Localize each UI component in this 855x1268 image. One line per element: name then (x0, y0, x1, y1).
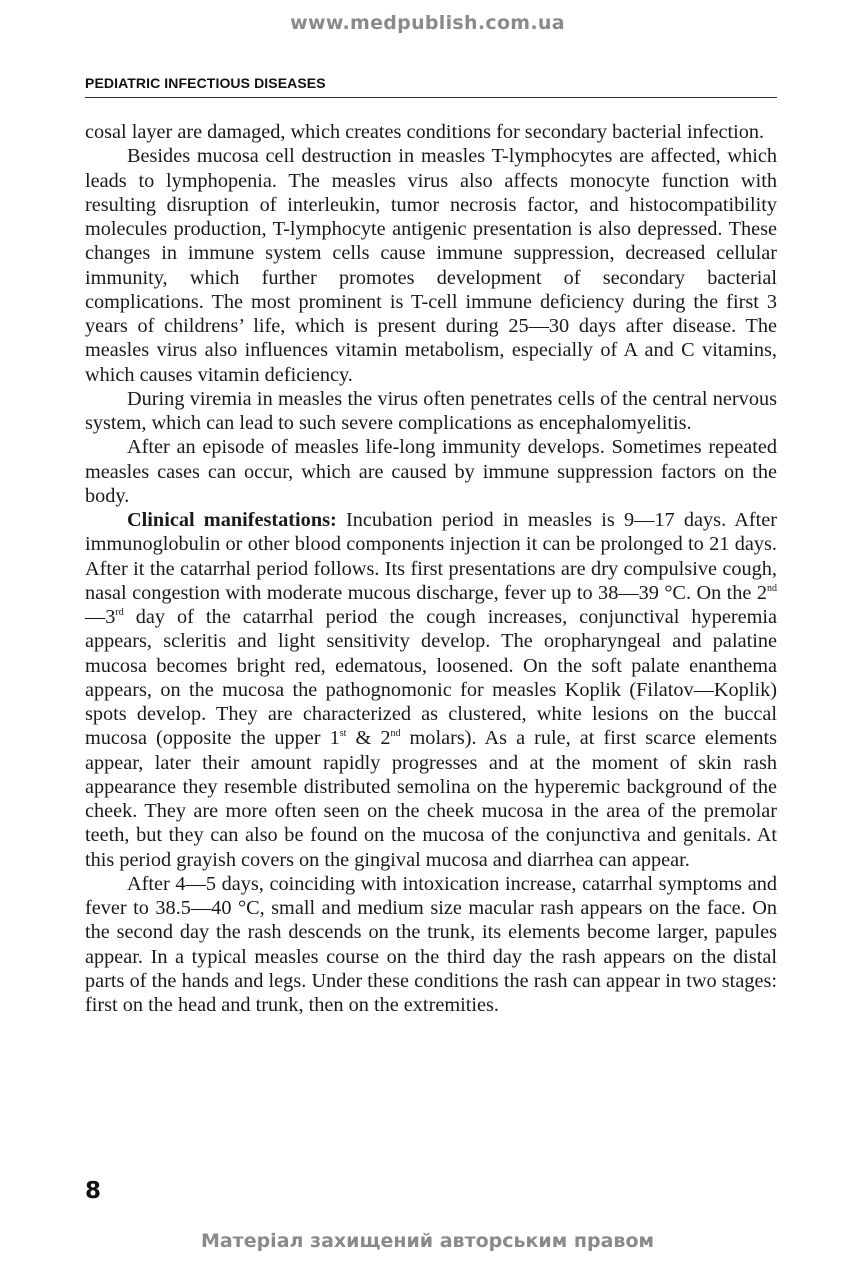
ordinal-suffix: rd (115, 607, 124, 618)
site-url[interactable]: www.medpublish.com.ua (290, 12, 565, 34)
paragraph-clinical-manifestations (85, 508, 777, 872)
clinical-text-2: —3 (85, 606, 116, 628)
clinical-text-3: day of the catarrhal period the cough increases, conjunctival hyperemia appears, scleritis and light sensitivity develop. The oropharyngeal and palatine mucosa becomes bright red, edematous, loosened. On the soft palate enanthema appears, on the mucosa the pathognomonic for measles Koplik (Filatov—Koplik) spots develop. They are characterized as clustered, white lesions on the buccal mucosa (opposite the upper 1 (85, 606, 777, 750)
page-body (85, 120, 777, 1017)
header-rule (85, 97, 777, 98)
clinical-manifestations-heading: Clinical manifestations: (127, 509, 337, 531)
paragraph-immunity: After an episode of measles life-long immunity develops. Sometimes repeated measles cases can occur, which are caused by immune suppression factors on the body. (85, 436, 777, 507)
clinical-text-4: & 2 (346, 727, 391, 750)
paragraph-continued: cosal layer are damaged, which creates conditions for secondary bacterial infection. (85, 121, 765, 143)
clinical-text-1: Incubation period in measles is 9—17 days. After immunoglobulin or other blood components injection it can be prolonged to 21 days. After it the catarrhal period follows. Its first presentations are dry compulsive cough, nasal congestion with moderate mucous discharge, fever up to 38—39 °C. On the 2 (85, 509, 778, 604)
running-head: PEDIATRIC INFECTIOUS DISEASES (85, 75, 326, 91)
ordinal-suffix: nd (390, 728, 401, 740)
clinical-text-5: molars). As a rule, at first scarce elements appear, later their amount rapidly progresses and at the moment of skin rash appearance they resemble distributed semolina on the hyperemic background of the cheek. They are more often seen on the cheek mucosa in the area of the premolar teeth, but they can also be found on the mucosa of the conjunctiva and genitals. At this period grayish covers on the gingival mucosa and diarrhea can appear. (85, 727, 778, 871)
page-number: 8 (85, 1178, 102, 1204)
ordinal-suffix: nd (767, 582, 777, 594)
paragraph-viremia: During viremia in measles the virus often penetrates cells of the central nervous system, which can lead to such severe complications as encephalomyelitis. (85, 387, 777, 434)
paragraph-immune-effects: Besides mucosa cell destruction in measles T-lymphocytes are affected, which leads to lymphopenia. The measles virus also affects monocyte function with resulting disruption of interleukin, tumor necrosis factor, and histocompatibility molecules production, T-lymphocyte antigenic presentation is also depressed. These changes in immune system cells cause immune suppression, decreased cellular immunity, which further promotes development of secondary bacterial complications. The most prominent is T-cell immune deficiency during the first 3 years of childrens’ life, which is present during 25—30 days after disease. The measles virus also influences vitamin metabolism, especially of A and C vitamins, which causes vitamin deficiency. (85, 145, 777, 386)
copyright-notice: Матеріал захищений авторським правом (200, 1230, 655, 1252)
paragraph-rash-course: After 4—5 days, coinciding with intoxication increase, catarrhal symptoms and fever to 38.5—40 °C, small and medium size macular rash appears on the face. On the second day the rash descends on the trunk, its elements become larger, papules appear. In a typical measles course on the third day the rash appears on the distal parts of the hands and legs. Under these conditions the rash can appear in two stages: first on the head and trunk, then on the extremities. (85, 872, 777, 1016)
ordinal-suffix: st (339, 728, 347, 740)
